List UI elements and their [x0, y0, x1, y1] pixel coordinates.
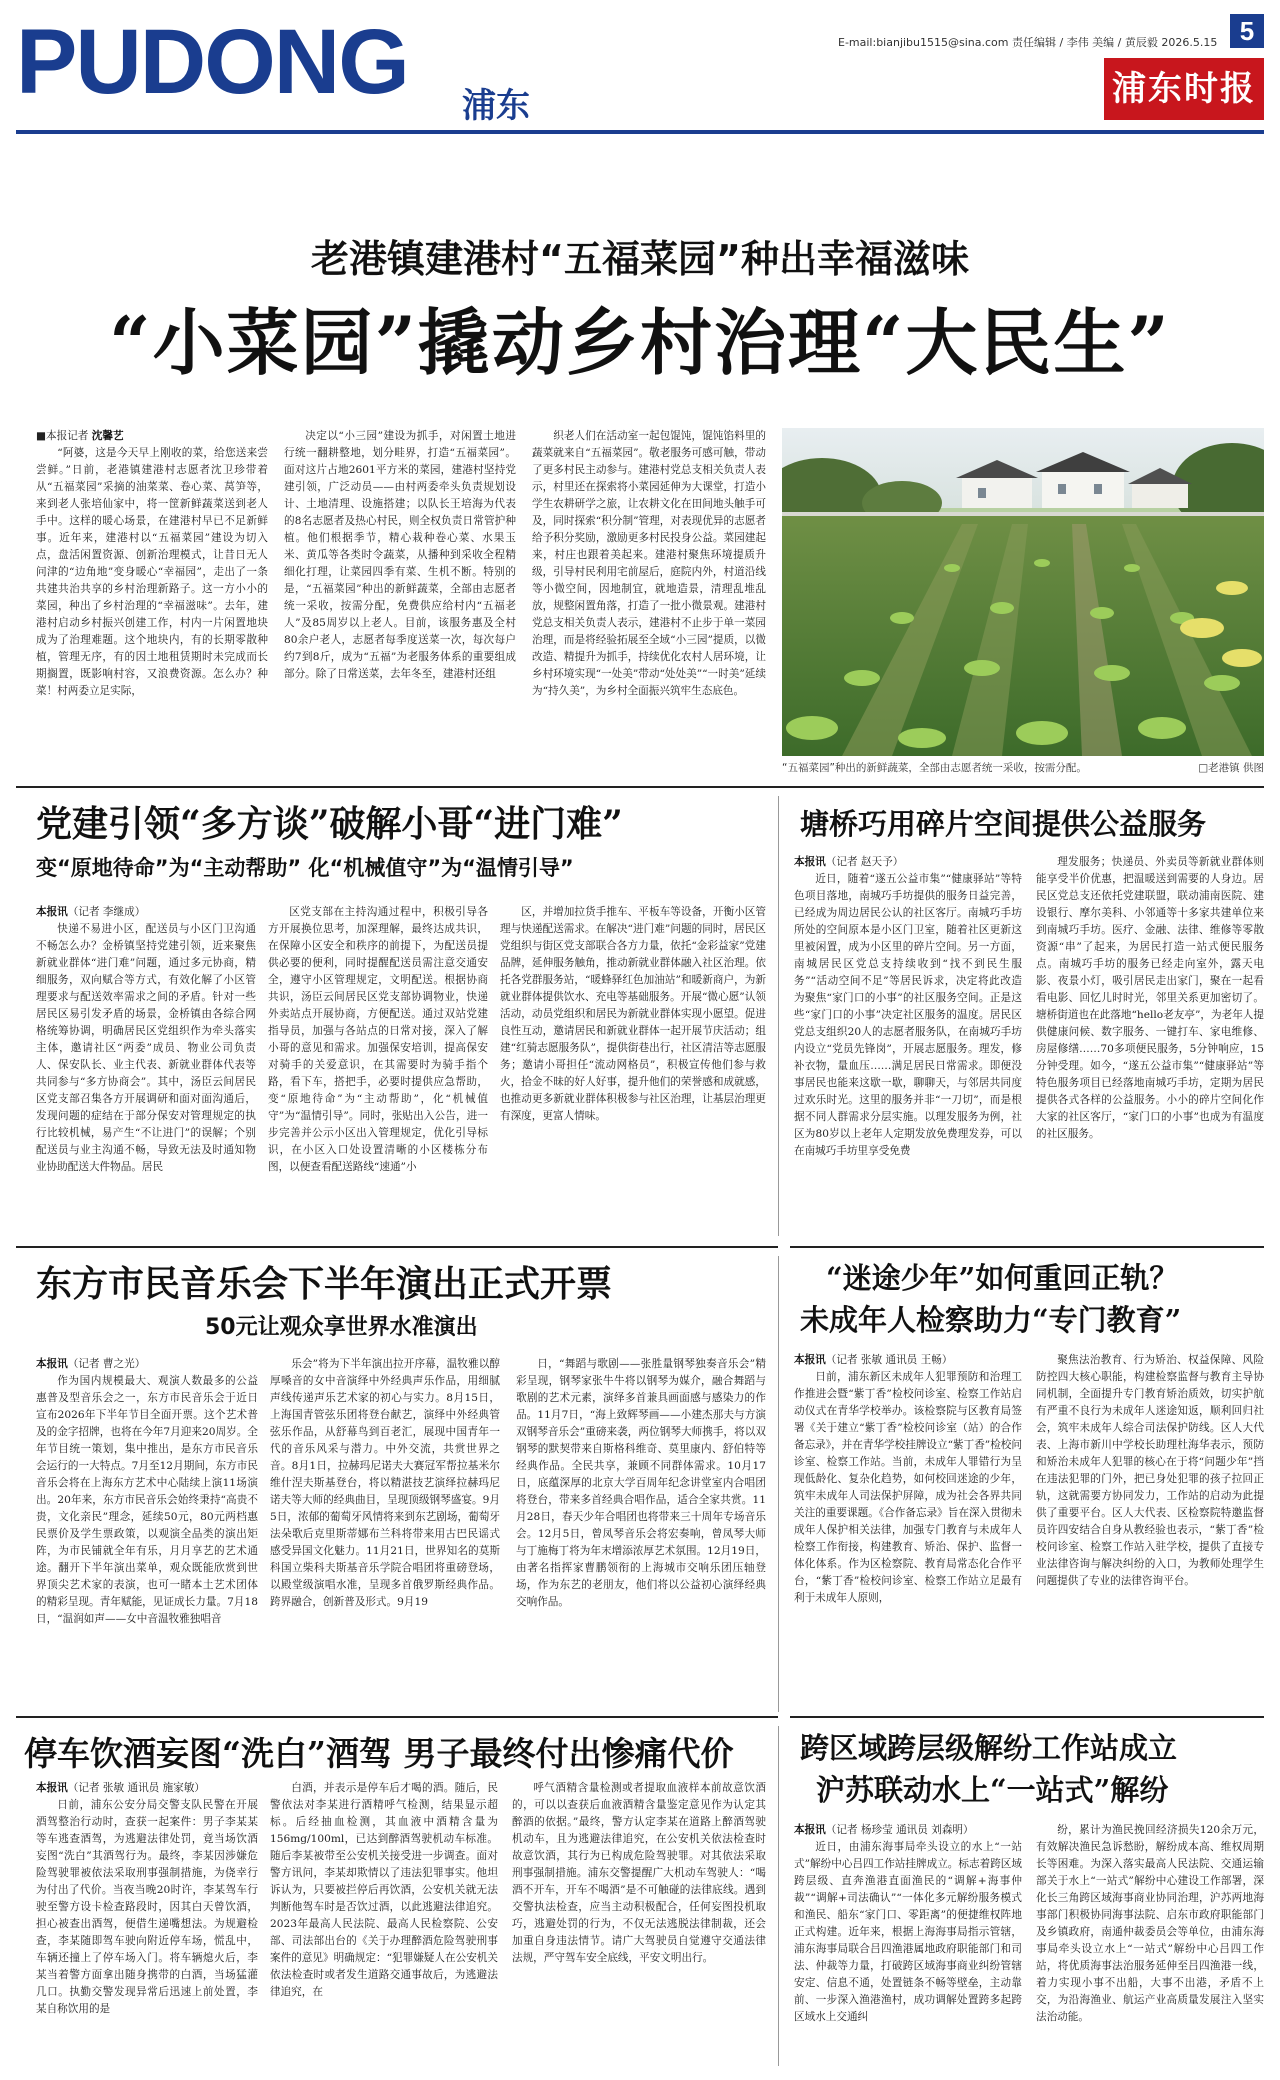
story7-body-2: 纷，累计为渔民挽回经济损失120余万元，有效解决渔民急诉愁盼，解纷成本高、维权周期长等困难。为深入落实最高人民法院、交通运输部关于水上“一站式”解纷中心建设工作部署，深化长三角跨区域海事商业协同治理，沪苏两地海事部门积极协同海事法院、启东市政府职能部门及乡镇政府，南通仲裁委员会等单位，由浦东海事局牵头设立水上“一站式”解纷中心吕四工作站，将优质海事法治服务延伸至吕四渔港一线，着力实现小事不出船，大事不出港，矛盾不上交，为沿海渔业、航运产业高质量发展注入坚实法治动能。: [1036, 1824, 1264, 2023]
story2-body-2: 区党支部在主持沟通过程中，积极引导各方开展换位思考，加深理解，最终达成共识，在保障小区安全和秩序的前提下，为配送员提供必要的便利，同时提醒配送员需注意交通安全，遵守小区管理规定，文明配送。根据协商共识，汤臣云间居民区党支部协调物业，快递外卖站点开展协商，方便配送。通过双站党建指导员，加强与各站点的日常对接，深入了解小哥的意见和需求。加强保安培训，提高保安对骑手的关爱意识，在其需要时为骑手指个路，看下车，搭把手，必要时提供应急帮助，变“原地待命”为“主动帮助”，化“机械值守”为“温情引导”。同时，张贴出入公告，进一步完善并公示小区出入管理规定，优化引导标识，在小区入口处设置清晰的小区楼栋分布图，以便查看配送路线“速通”小: [268, 906, 488, 1173]
story7-headline-line2: 沪苏联动水上“一站式”解纷: [816, 1773, 1169, 1807]
masthead-logo: PUDONG: [16, 11, 408, 113]
story5-column-1: [794, 1352, 1022, 1708]
story4-headline: 东方市民音乐会下半年演出正式开票: [36, 1263, 613, 1305]
story7-column-2: [1036, 1822, 1264, 2064]
story6-body-3: 呼气酒精含量检测或者提取血液样本前故意饮酒的，可以以查获后血液酒精含量鉴定意见作为认定其醉酒的依据。”最终，警方认定李某在道路上醉酒驾驶机动车，且为逃避法律追究，在公安机关依法检查时故意饮酒，其行为已构成危险驾驶罪。对其依法采取刑事强制措施。浦东交警提醒广大机动车驾驶人：“喝酒不开车，开车不喝酒”是不可触碰的法律底线。遇到交警执法检查，应当主动积极配合，任何妄图投机取巧，逃避处罚的行为，不仅无法逃脱法律制裁，还会加重自身违法情节。请广大驾驶员自觉遵守交通法律法规，严守驾车安全底线，平安文明出行。: [512, 1782, 766, 1964]
story7-byline: 本报讯（记者 杨珍莹 通讯员 刘森明）: [794, 1824, 974, 1836]
story5-headline-line2: 未成年人检察助力“专门教育”: [800, 1303, 1182, 1337]
story7-column-1: [794, 1822, 1022, 2064]
section-divider: [16, 1246, 778, 1248]
section-divider: [790, 1246, 1264, 1248]
story4-column-3: [516, 1356, 766, 1708]
story3-body-1: 近日，随着“遂五公益市集”“健康驿站”等特色项目落地，南城巧手坊提供的服务日益完善，已经成为周边居民公认的社区客厅。南城巧手坊所处的空间原本是小区门卫室，随着社区更新这里被闲置，成为小区里的碎片空间。另一方面，南城居民区党总支持续收到“找不到民生服务”“活动空间不足”等居民诉求，决定将此改造为聚焦“家门口的小事”的社区服务空间。正是这些“家门口的小事”决定社区服务的温度。居民区党总支组织20人的志愿者服务队，在南城巧手坊内设立“党员先锋岗”，开展志愿服务。理发，修补衣物，量血压……满足居民日常需求。即便没事居民也能来这歇一歇，聊聊天，与邻居共同度过欢乐时光。这里的服务并非“一刀切”，而是根据不同人群需求分层实施。以理发服务为例，社区为80岁以上老年人定期发放免费理发券，可以在南城巧手坊里享受免费: [794, 873, 1022, 1157]
masthead-info: E-mail:bianjibu1515@sina.com 责任编辑 / 李伟 美编 / 黄辰毅 2026.5.15: [838, 36, 1218, 49]
lead-body-2: 决定以“小三园”建设为抓手，对闲置土地进行统一翻耕整地，划分畦界，打造“五福菜园”。面对这片占地2601平方米的菜园，建港村坚持党建引领，广泛动员——由村两委牵头负责规划设计、土地清理、设施搭建；以队长王培海为代表的8名志愿者及热心村民，则全权负责日常管护种植。他们根据季节，精心栽种卷心菜、水果玉米、黄瓜等各类时令蔬菜，从播种到采收全程精细化打理，让菜园四季有菜、生机不断。特别的是，“五福菜园”种出的新鲜蔬菜，全部由志愿者统一采收，按需分配，免费供应给村内“五福老人”及85周岁以上老人。目前，该服务惠及全村80余户老人，志愿者每季度送菜一次，每次每户约7到8斤，成为“五福”为老服务体系的重要组成部分。除了日常送菜，去年冬至，建港村还组: [284, 430, 516, 680]
story3-byline: 本报讯（记者 赵天予）: [794, 856, 904, 868]
vegetable-garden-photo: [782, 428, 1264, 756]
story4-byline: 本报讯（记者 曹之光）: [36, 1358, 146, 1370]
story3-body-2: 理发服务；快递员、外卖员等新就业群体则能享受半价优惠，把温暖送到需要的人身边。居民区党总支还依托党建联盟，联动浦南医院、建设银行、摩尔美科、小邻通等十多家共建单位来到南城巧手坊。医疗、金融、法律、维修等零散资源“串”了起来，为居民打造一站式便民服务点。南城巧手坊的服务已经走向室外，露天电影、夜景小灯，吸引居民走出家门，聚在一起看看电影、回忆儿时时光，邻里关系更加密切了。塘桥街道也在此落地“hello老友亭”，为老年人提供健康问候、数字服务、一键打车、家电维修、房屋修缮……70多项便民服务，5分钟响应，15分钟受理。如今，“遂五公益市集”“健康驿站”等特色服务项目已经落地南城巧手坊，定期为居民提供各式各样的公益服务。小小的碎片空间化作大家的社区客厅，“家门口的小事”也成为有温度的社区服务。: [1036, 856, 1264, 1140]
section-divider: [16, 1716, 778, 1718]
story2-headline: 党建引领“多方谈”破解小哥“进门难”: [36, 803, 623, 845]
lead-column-3: [532, 428, 766, 764]
story7-headline-line1: 跨区域跨层级解纷工作站成立: [800, 1731, 1178, 1765]
section-divider: [790, 1716, 1264, 1718]
story4-column-1: [36, 1356, 258, 1708]
story6-body-2: 白酒，并表示是停车后才喝的酒。随后，民警依法对李某进行酒精呼气检测，结果显示超标。后经抽血检测，其血液中酒精含量为156mg/100ml，已达到醉酒驾驶机动车标准。随后李某被带至公安机关接受进一步调查。面对警方讯问，李某却欺情以了违法犯罪事实。他坦诉认为，只要被拦停后再饮酒，公安机关就无法判断他驾车时是否饮过酒，以此逃避法律追究。2023年最高人民法院、最高人民检察院、公安部、司法部出台的《关于办理醉酒危险驾驶刑事案件的意见》明确规定：“犯罪嫌疑人在公安机关依法检查时或者发生道路交通事故后，为逃避法律追究，在: [270, 1782, 498, 1998]
story5-headline-line1: “迷途少年”如何重回正轨？: [826, 1261, 1179, 1295]
story4-body-1: 作为国内规模最大、观演人数最多的公益惠普及型音乐会之一，东方市民音乐会于近日宣布2026年下半年节目全面开票。这个艺术普及的金字招牌，也将在今年7月迎来20周岁。全年节目统一策划，集中推出，是东方市民音乐会运行的一大特点。7月至12月期间，东方市民音乐会将在上海东方艺术中心陆续上演11场演出。20年来，东方市民音乐会始终秉持“高贵不贵，文化亲民”理念，延续50元，80元两档惠民票价及学生票政策，以观演全品类的演出矩阵，为市民铺就全年有乐，月月享艺的艺术通途。翻开下半年演出菜单，观众既能欣赏到世界顶尖艺术家的表演，也可一睹本土艺术团体的精彩呈现。青年赋能，见证成长力量。7月18日，“温润如声——女中音温牧雅独唱音: [36, 1375, 258, 1625]
story6-body-1: 日前，浦东公安分局交警支队民警在开展酒驾整治行动时，查获一起案件：男子李某某等车逃查酒驾，为逃避法律处罚，竟当场饮酒妄图“洗白”其酒驾行为。最终，李某因涉嫌危险驾驶罪被依法采取刑事强制措施，为侥幸行为付出了代价。当夜当晚20时许，李某驾车行驶至警方设卡检查路段时，因其白天曾饮酒，担心被查出酒驾，便借生递嘴想法。为规避检查，李某随即驾车驶向附近停车场，慌乱中，车辆还撞上了停车场入门。将车辆熄火后，李某当着警方面拿出随身携带的白酒，当场猛灌几口。执勤交警发现异常后迅速上前处置，李某自称饮用的是: [36, 1799, 258, 2015]
story4-body-3: 日，“舞蹈与歌剧——张胜量钢琴独奏音乐会”精彩呈现，钢琴家张牛牛将以钢琴为媒介，融合舞蹈与歌剧的艺术元素，演绎多首兼具画面感与感染力的作品。11月7日，“海上致辉琴画——小建杰那夫与方演双钢琴音乐会”重磅来袭，两位钢琴大师携手，将以双钢琴的默契带来自斯格科维奇、莫里康内、舒伯特等经典作品。全民共享，兼顾不同群体需求。10月17日，底蕴深厚的北京大学百周年纪念讲堂室内合唱团将登台，带来多首经典合唱作品，适合全家共赏。11月28日，春天少年合唱团也将带来三十周年专场音乐会。12月5日，曾凤琴音乐会将宏奏响，曾凤琴大师与丁施梅丁将为年末增添浓厚艺术氛围。12月19日，由著名指挥家曹鹏领衔的上海城市交响乐团压轴登场，作为东艺的老朋友，他们将以公益初心演绎经典交响作品。: [516, 1358, 766, 1608]
masthead-section-name: 浦东: [462, 86, 530, 126]
story2-column-1: [36, 904, 256, 1236]
story3-headline: 塘桥巧用碎片空间提供公益服务: [800, 807, 1207, 841]
lead-body-1: “阿婆，这是今天早上刚收的菜，给您送来尝尝鲜。”日前，老港镇建港村志愿者沈卫珍带着从“五福菜园”采摘的油菜菜、卷心菜、莴笋等，来到老人张培仙家中，将一筐新鲜蔬菜送到老人手中。这样的暖心场景，在建港村早已不足新鲜事。近年来，建港村以“五福菜园”建设为切入点，盘活闲置资源、创新治理模式，让昔日无人问津的“边角地”变身暖心“幸福园”，走出了一条共建共治共享的乡村治理新路子。这一方小小的菜园，种出了乡村治理的“幸福滋味”。去年，建港村启动乡村振兴创建工作，村内一片闲置地块成为了治理难题。这个地块内，有的长期零散种植，管理无序，有的因土地租赁期时未完成而长期搁置，既影响村容，又浪费资源。怎么办？种菜！村两委立足实际，: [36, 447, 268, 697]
story4-column-2: [270, 1356, 500, 1708]
lead-byline: ■本报记者 沈馨艺: [36, 430, 124, 442]
photo-caption-text: “五福菜园”种出的新鲜蔬菜，全部由志愿者统一采收，按需分配。: [782, 762, 1087, 774]
story5-byline: 本报讯（记者 张敏 通讯员 王畅）: [794, 1354, 953, 1366]
lead-kicker: 老港镇建港村“五福菜园”种出幸福滋味: [311, 237, 969, 281]
story3-column-2: [1036, 854, 1264, 1236]
lead-column-1: [36, 428, 268, 764]
lead-headline: “小菜园”撬动乡村治理“大民生”: [109, 300, 1171, 385]
masthead-rule: [16, 130, 1264, 134]
story2-byline: 本报讯（记者 李继成）: [36, 906, 146, 918]
lead-column-2: [284, 428, 516, 764]
column-divider: [778, 796, 779, 1236]
story5-body-2: 聚焦法治教育、行为矫治、权益保障、风险防控四大核心职能，构建检察监督与教育主导协同机制，全面提升专门教育矫治质效，切实护航有严重不良行为未成年人迷途知返，顺利回归社会，筑牢未成年人综合司法保护防线。区人大代表、上海市新川中学校长助理杜海华表示，预防和矫治未成年人犯罪的核心在于将“问题少年”挡在违法犯罪的门外，把已身处犯罪的孩子拉回正轨，这就需要方协同发力，工作站的启动为此提供了重要平台。区人大代表、区检察院特邀监督员许四安结合自身从教经验也表示，“紫丁香”检校问诊室、检察工作站入驻学校，提供了直接专业法律咨询与解决纠纷的入口，为教师处理学生问题提供了专业的法律咨询平台。: [1036, 1354, 1264, 1587]
story2-body-1: 快递不易进小区，配送员与小区门卫沟通不畅怎么办？金桥镇坚持党建引领，近来聚焦新就业群体“进门难”问题，通过多元协商，精细服务，双向赋合等方式，有效化解了小区管理要求与配送效率需求之间的矛盾。针对一些居民区易引发矛盾的场景，金桥镇由各综合网格统筹协调，明确居民区党组织作为牵头落实主体，邀请社区“两委”成员、物业公司负责人、保安队长、业主代表、新就业群体代表等共同参与“多方协商会”。其中，汤臣云间居民区党支部召集各方开展调研和面对面沟通后，发现问题的症结在于部分保安对管理规定的执行比较机械，易产生“不让进门”的误解；个别配送员与业主沟通不畅，导致无法及时通知物业协助配送大件物品。居民: [36, 923, 256, 1173]
story6-column-1: [36, 1780, 258, 2064]
story7-body-1: 近日，由浦东海事局牵头设立的水上“一站式”解纷中心吕四工作站挂牌成立。标志着跨区域跨层级、直奔渔港直面渔民的“调解+海事仲裁”“调解+司法确认”“一体化多元解纷服务模式和渔民、船东“家门口、零距离”的便捷维权阵地正式构建。近年来，根据上海海事局指示管辖，浦东海事局联合吕四渔港属地政府职能部门和司法、仲裁等力量，打破跨区域海事商业纠纷管辖安定、信息不通，处置链条不畅等壁垒，主动靠前、一步深入渔港渔村，成功调解处置跨多起跨区域水上交通纠: [794, 1841, 1022, 2023]
page-number: 5: [1230, 14, 1264, 48]
lead-body-3: 织老人们在活动室一起包馄饨，馄饨馅料里的蔬菜就来自“五福菜园”。敬老服务可感可触，带动了更多村民主动参与。建港村党总支相关负责人表示，村里还在探索将小菜园延伸为大课堂，打造小学生农耕研学之旅，让农耕文化在田间地头触手可及，同时探索“积分制”管理，对表现优异的志愿者给予积分奖励，激励更多村民投身公益。菜园建起来，村庄也跟着美起来。建港村聚焦环境提质升级，引导村民利用宅前屋后，庭院内外，村道沿线等小微空间，因地制宜，就地造景，清理乱堆乱放，规整闲置角落，打造了一批小微景观。建港村党总支相关负责人表示，建港村不止步于单一菜园治理，而是将经验拓展至全域“小三园”提质，以微改造、精提升为抓手，持续优化农村人居环境，让乡村环境实现“一处美”带动“处处美”“一时美”延续为“持久美”，为乡村全面振兴筑牢生态底色。: [532, 430, 766, 697]
story6-headline: 停车饮酒妄图“洗白”酒驾 男子最终付出惨痛代价: [24, 1734, 734, 1773]
story5-body-1: 日前，浦东新区未成年人犯罪预防和治理工作推进会暨“紫丁香”检校问诊室、检察工作站启动仪式在青华学校举办。该检察院与区教育局签署《关于建立“紫丁香”检校问诊室（站）的合作备忘录》，并在青华学校挂牌设立“紫丁香”检校问诊室、检察工作站。当前，未成年人罪错行为呈现低龄化、复杂化趋势，如何校回迷途的少年，筑牢未成年人司法保护屏障，成为社会各界共同关注的重要课题。《合作备忘录》旨在深入贯彻未成年人保护相关法律，加强专门教育与未成年人检察工作衔接，构建教育、矫治、保护、监督一体化体系。作为区检察院、教育局常态化合作平台，“紫丁香”检校问诊室、检察工作站立足最有利于未成年人原则，: [794, 1371, 1022, 1604]
section-divider: [16, 786, 1264, 788]
story2-column-2: [268, 904, 488, 1236]
story3-column-1: [794, 854, 1022, 1236]
story2-body-3: 区，并增加拉货手推车、平板车等设备，开衡小区管理与快递配送需求。在解决“进门难”问题的同时，居民区党组织与街区党支部联合各方力量，依托“金彩益家”党建品牌，延伸服务触角，推动新就业群体融入社区治理。依托各党群服务站，“暖蜂驿红色加油站”和暖新商户，为新就业群体提供饮水、充电等基础服务。开展“微心愿”认领活动，动员党组织和居民为新就业群体实现小愿望。促进良性互动，邀请居民和新就业群体一起开展节庆活动；组建“红骑志愿服务队”，提供街巷出行，社区清洁等志愿服务；邀请小哥担任“流动网格员”，积极宣传他们参与救火，拾金不昧的好人好事，提升他们的荣誉感和成就感，也推动更多新就业群体积极参与社区治理，让基层治理更有深度，更富人情味。: [500, 906, 766, 1122]
newspaper-brand-logo: 浦东时报: [1104, 58, 1264, 120]
story5-column-2: [1036, 1352, 1264, 1708]
story2-subhead: 变“原地待命”为“主动帮助” 化“机械值守”为“温情引导”: [36, 856, 574, 880]
photo-caption: [782, 760, 1264, 775]
story4-subhead: 50元让观众享世界水准演出: [205, 1315, 478, 1340]
photo-credit: □老港镇 供图: [1198, 762, 1264, 774]
column-divider: [778, 1726, 779, 2066]
column-divider: [778, 1256, 779, 1712]
story6-column-2: [270, 1780, 498, 2064]
vegetable-garden-illustration: [782, 428, 1264, 756]
story6-column-3: [512, 1780, 766, 2064]
story2-column-3: [500, 904, 766, 1236]
story6-byline: 本报讯（记者 张敏 通讯员 施家敏）: [36, 1782, 206, 1794]
story4-body-2: 乐会”将为下半年演出拉开序幕，温牧雅以醇厚嗓音的女中音演绎中外经典声乐作品，用细腻声线传递声乐艺术家的初心与实力。8月15日，上海国青管弦乐团将登台献艺，演绎中外经典管弦乐作品，从舒幕鸟到百老汇，展现中国青年一代的音乐风采与潜力。中外交流，共赏世界之音。8月1日，拉赫玛尼诺夫大赛冠军帮拉基米尔维什涅夫斯基登台，将以精湛技艺演绎拉赫玛尼诺夫等大师的经典曲目，呈现顶级钢琴盛宴。9月5日，浓郁的葡萄牙风情将来到东艺剧场，葡萄牙法朵歌后克里斯蒂娜布兰科将带来用古巴民谣式感受异国文化魅力。11月21日，世界知名的莫斯科国立柴科夫斯基音乐学院合唱团将重磅登场，以殿堂级演唱水准，呈现多首俄罗斯经典作品。跨界融合，创新普及形式。9月19: [270, 1358, 500, 1608]
